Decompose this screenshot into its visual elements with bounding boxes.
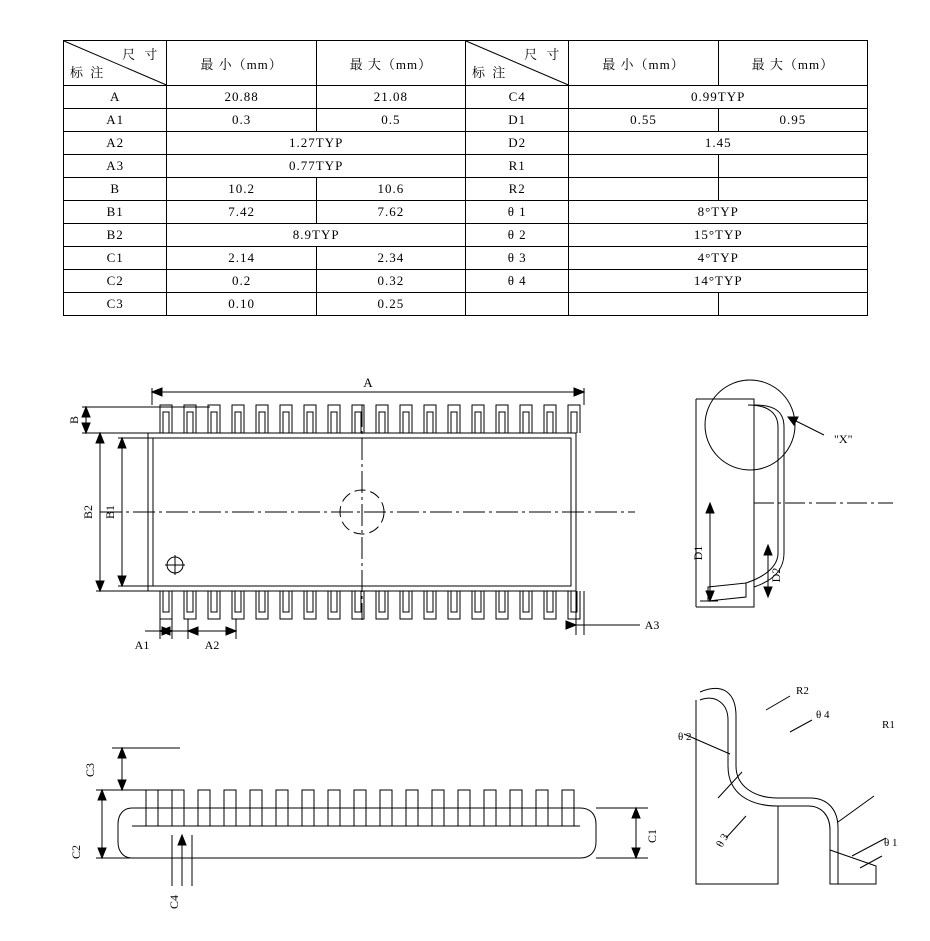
table-cell-max: [718, 293, 867, 316]
table-cell-typ: 14°TYP: [569, 270, 868, 293]
dim-label-R2: R2: [796, 685, 809, 697]
lead-pin-inner: [571, 412, 577, 433]
table-cell-max: 2.34: [316, 247, 465, 270]
table-cell-typ: 0.77TYP: [167, 155, 466, 178]
table-cell-label: D2: [465, 132, 568, 155]
lead-pin: [328, 591, 340, 619]
lead-pin-inner: [403, 591, 409, 612]
dimension-table: [63, 40, 868, 316]
table-cell-label: R1: [465, 155, 568, 178]
table-cell-label: B2: [64, 224, 167, 247]
lead-pin-inner: [259, 591, 265, 612]
table-cell-min: 0.10: [167, 293, 316, 316]
lead-pin: [376, 405, 388, 433]
table-cell-typ: 15°TYP: [569, 224, 868, 247]
table-header-max-right: 最 大（mm）: [718, 41, 867, 86]
table-cell-typ: 1.45: [569, 132, 868, 155]
lead-pin-inner: [283, 591, 289, 612]
lead-pin: [280, 591, 292, 619]
table-cell-label: B1: [64, 201, 167, 224]
lead-pin: [448, 405, 460, 433]
lead-pin: [184, 591, 196, 619]
lead-pin-inner: [259, 412, 265, 433]
lead-pin: [232, 591, 244, 619]
dim-label-A1: A1: [134, 638, 150, 652]
dim-label-theta2: θ 2: [678, 731, 692, 743]
table-cell-min: 7.42: [167, 201, 316, 224]
lead-pin-inner: [283, 412, 289, 433]
lead-pin-inner: [475, 412, 481, 433]
table-header-row: [64, 41, 868, 86]
lead-pin-inner: [163, 412, 169, 433]
lead-pin-inner: [547, 412, 553, 433]
lead-pin: [496, 591, 508, 619]
table-cell-label: R2: [465, 178, 568, 201]
lead-pin: [424, 405, 436, 433]
lead-pin: [256, 591, 268, 619]
lead-pin-inner: [379, 412, 385, 433]
table-row: [64, 270, 868, 293]
table-header-max-left: 最 大（mm）: [316, 41, 465, 86]
lead-pin: [160, 405, 172, 433]
table-cell-min: [569, 155, 718, 178]
table-cell-typ: 1.27TYP: [167, 132, 466, 155]
lead-pin-inner: [499, 591, 505, 612]
table-cell-min: 0.55: [569, 109, 718, 132]
table-header-min-right: 最 小（mm）: [569, 41, 718, 86]
lead-pin: [304, 405, 316, 433]
dim-label-B2: B2: [81, 504, 95, 520]
lead-pin-inner: [187, 591, 193, 612]
table-header-corner-bottom: 标 注: [471, 65, 508, 80]
lead-pin: [472, 591, 484, 619]
lead-pin-inner: [523, 591, 529, 612]
dim-label-C3: C3: [83, 762, 97, 778]
table-row: [64, 293, 868, 316]
dim-label-D1: D1: [691, 545, 705, 561]
table-cell-max: 21.08: [316, 86, 465, 109]
dim-label-B: B: [67, 415, 81, 425]
dim-label-C4: C4: [167, 894, 181, 910]
table-row: [64, 178, 868, 201]
lead-pin-inner: [235, 412, 241, 433]
table-row: [64, 224, 868, 247]
lead-pin-inner: [307, 591, 313, 612]
lead-pin-inner: [331, 412, 337, 433]
lead-pin-inner: [331, 591, 337, 612]
table-cell-label: C1: [64, 247, 167, 270]
table-cell-typ: 8.9TYP: [167, 224, 466, 247]
lead-pin-inner: [379, 591, 385, 612]
lead-pin: [400, 405, 412, 433]
table-cell-max: 0.5: [316, 109, 465, 132]
lead-pin-inner: [523, 412, 529, 433]
dim-label-A2: A2: [204, 638, 220, 652]
table-header-corner-top: 尺 寸: [524, 47, 563, 62]
lead-pin: [568, 591, 580, 619]
lead-pin-inner: [235, 591, 241, 612]
lead-pin: [232, 405, 244, 433]
lead-pin: [472, 405, 484, 433]
lead-pin-inner: [451, 591, 457, 612]
dim-label-B1: B1: [103, 504, 117, 520]
dim-label-C1: C1: [645, 828, 659, 844]
lead-pin: [376, 591, 388, 619]
table-cell-label: [465, 293, 568, 316]
lead-pin: [544, 405, 556, 433]
lead-angle-detail-view: [670, 670, 920, 920]
lead-pin-inner: [355, 591, 361, 612]
side-view-drawing: [60, 690, 680, 930]
table-header-corner: [465, 41, 568, 86]
table-cell-label: θ 1: [465, 201, 568, 224]
lead-pin: [448, 591, 460, 619]
dim-label-theta1: θ 1: [884, 837, 898, 849]
table-cell-label: θ 4: [465, 270, 568, 293]
table-cell-typ: 0.99TYP: [569, 86, 868, 109]
dim-label-D2: D2: [769, 567, 783, 583]
dimension-table-wrapper: [63, 40, 868, 316]
lead-pin-inner: [355, 412, 361, 433]
dim-label-R1: R1: [882, 719, 895, 731]
table-cell-max: 0.25: [316, 293, 465, 316]
table-cell-label: C2: [64, 270, 167, 293]
detail-callout-x: "X": [834, 432, 853, 446]
lead-pin: [256, 405, 268, 433]
table-cell-max: 7.62: [316, 201, 465, 224]
table-cell-label: θ 3: [465, 247, 568, 270]
lead-pin-inner: [427, 412, 433, 433]
lead-pin-inner: [427, 591, 433, 612]
table-cell-max: 10.6: [316, 178, 465, 201]
table-cell-typ: 8°TYP: [569, 201, 868, 224]
lead-pin: [544, 591, 556, 619]
table-cell-label: A: [64, 86, 167, 109]
lead-pin-inner: [403, 412, 409, 433]
table-cell-label: B: [64, 178, 167, 201]
table-cell-label: θ 2: [465, 224, 568, 247]
top-view-drawing: [60, 375, 680, 675]
lead-pin-inner: [475, 591, 481, 612]
table-cell-max: 0.32: [316, 270, 465, 293]
lead-pin-inner: [187, 412, 193, 433]
table-cell-max: [718, 178, 867, 201]
dim-label-theta4: θ 4: [816, 709, 830, 721]
lead-pin: [208, 591, 220, 619]
table-header-corner: [64, 41, 167, 86]
table-cell-max: 0.95: [718, 109, 867, 132]
table-row: [64, 247, 868, 270]
table-cell-typ: 4°TYP: [569, 247, 868, 270]
lead-pin-inner: [451, 412, 457, 433]
lead-pin: [280, 405, 292, 433]
lead-pin-inner: [211, 591, 217, 612]
table-cell-label: A3: [64, 155, 167, 178]
table-header-corner-top: 尺 寸: [122, 47, 161, 62]
lead-pin: [520, 405, 532, 433]
dim-label-A: A: [363, 375, 373, 390]
table-cell-min: 0.2: [167, 270, 316, 293]
table-header-corner-bottom: 标 注: [70, 65, 106, 80]
table-cell-min: 2.14: [167, 247, 316, 270]
table-cell-label: D1: [465, 109, 568, 132]
lead-pin: [328, 405, 340, 433]
table-row: [64, 86, 868, 109]
table-cell-min: [569, 293, 718, 316]
lead-pin-inner: [211, 412, 217, 433]
lead-detail-x-view: [688, 375, 908, 675]
table-row: [64, 201, 868, 224]
table-cell-label: C3: [64, 293, 167, 316]
lead-pin: [160, 591, 172, 619]
lead-pin-inner: [307, 412, 313, 433]
table-cell-min: 20.88: [167, 86, 316, 109]
lead-pin: [208, 405, 220, 433]
table-cell-min: 10.2: [167, 178, 316, 201]
table-cell-min: 0.3: [167, 109, 316, 132]
table-header-min-left: 最 小（mm）: [167, 41, 316, 86]
table-cell-min: [569, 178, 718, 201]
lead-pin: [400, 591, 412, 619]
lead-pin: [184, 405, 196, 433]
table-cell-label: A2: [64, 132, 167, 155]
lead-pin-inner: [499, 412, 505, 433]
lead-pin: [304, 591, 316, 619]
dim-label-theta3: θ 3: [714, 831, 732, 850]
lead-pin: [424, 591, 436, 619]
table-cell-label: C4: [465, 86, 568, 109]
lead-pin: [568, 405, 580, 433]
lead-pin: [496, 405, 508, 433]
table-cell-label: A1: [64, 109, 167, 132]
dim-label-A3: A3: [644, 618, 660, 632]
table-row: [64, 132, 868, 155]
dim-label-C2: C2: [69, 844, 83, 860]
table-row: [64, 109, 868, 132]
lead-pin-inner: [547, 591, 553, 612]
table-cell-max: [718, 155, 867, 178]
lead-pin-inner: [163, 591, 169, 612]
lead-pin: [520, 591, 532, 619]
table-row: [64, 155, 868, 178]
